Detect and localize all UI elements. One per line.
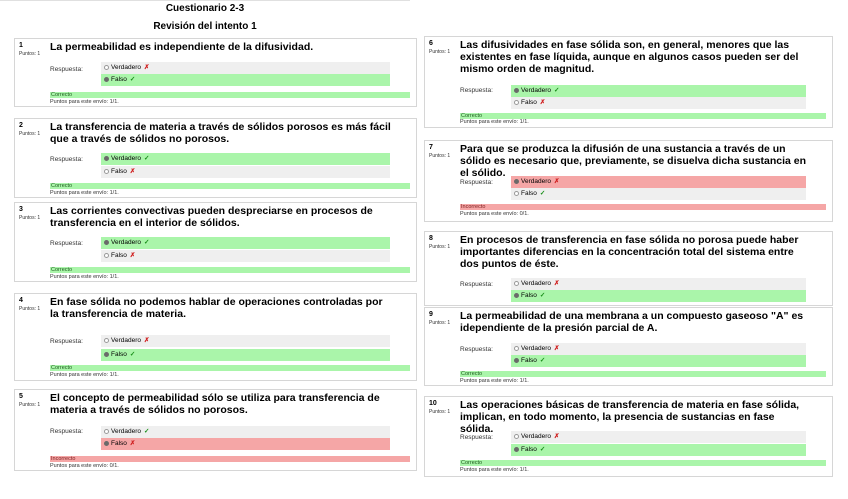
question-text: El concepto de permeabilidad sólo se utiliza para transferencia de materia a través de sólidos no porosos. (50, 392, 380, 416)
option-label: Verdadero (521, 87, 551, 94)
radio-icon[interactable] (104, 240, 109, 245)
option-verdadero[interactable] (511, 176, 806, 188)
question-text: Las difusividades en fase sólida son, en general, menores que las existentes en fase líquida, aunque en algunos casos pueden ser del mismo orden de magnitud. (460, 39, 799, 75)
question-text: Las corrientes convectivas pueden despreciarse en procesos de transferencia en el interior de sólidos. (50, 205, 373, 229)
radio-icon[interactable] (104, 338, 109, 343)
option-falso[interactable] (101, 166, 390, 178)
question-points: Puntos: 1 (429, 409, 451, 415)
cross-icon: ✗ (554, 345, 560, 352)
question-number: 1 (19, 42, 23, 49)
option-verdadero[interactable] (101, 426, 390, 438)
check-icon: ✓ (144, 155, 150, 162)
question-text: En procesos de transferencia en fase sólida no porosa puede haber importantes diferencias en la concentración total del sistema entre dos puntos de éste. (460, 234, 799, 270)
question-points: Puntos: 1 (429, 49, 451, 55)
question-number: 4 (19, 297, 23, 304)
radio-icon[interactable] (514, 179, 519, 184)
feedback-bar: Correcto (460, 371, 826, 377)
question-number: 8 (429, 235, 433, 242)
question-card (14, 389, 417, 471)
option-falso[interactable] (511, 188, 806, 200)
option-verdadero[interactable] (511, 278, 806, 290)
check-icon: ✓ (144, 428, 150, 435)
option-falso[interactable] (511, 355, 806, 367)
check-icon: ✓ (539, 292, 546, 299)
option-label: Falso (111, 351, 127, 358)
question-card (14, 202, 417, 282)
radio-icon[interactable] (104, 429, 109, 434)
question-points: Puntos: 1 (19, 51, 41, 57)
check-icon: ✓ (144, 239, 150, 246)
radio-icon[interactable] (104, 169, 109, 174)
radio-icon[interactable] (514, 88, 519, 93)
option-label: Verdadero (111, 155, 141, 162)
option-label: Falso (521, 190, 537, 197)
question-number: 3 (19, 206, 23, 213)
page-title: Cuestionario 2-3 (165, 3, 245, 14)
question-text: Para que se produzca la difusión de una sustancia a través de un sólido es necesario que, previamente, se disuelva dicha sustancia en el sólido. (460, 143, 807, 179)
radio-icon[interactable] (104, 253, 109, 258)
answer-label: Respuesta: (50, 156, 83, 163)
score-text: Puntos para este envío: 0/1. (460, 211, 529, 217)
option-label: Verdadero (521, 345, 551, 352)
answer-label: Respuesta: (460, 346, 493, 353)
radio-icon[interactable] (514, 346, 519, 351)
question-card (424, 396, 833, 477)
feedback-bar: Correcto (50, 267, 410, 273)
answer-label: Respuesta: (50, 428, 83, 435)
cross-icon: ✗ (129, 252, 136, 259)
cross-icon: ✗ (129, 168, 136, 175)
feedback-bar: Correcto (460, 113, 826, 119)
feedback-bar: Correcto (50, 365, 410, 371)
question-text: Las operaciones básicas de transferencia de materia en fase sólida, implican, en todo momento, la presencia de sustancias en fase sólida. (460, 399, 800, 435)
radio-icon[interactable] (104, 77, 109, 82)
question-card (424, 36, 833, 128)
check-icon: ✓ (539, 190, 546, 197)
option-label: Falso (111, 252, 127, 259)
option-label: Falso (111, 76, 127, 83)
option-falso[interactable] (101, 74, 390, 86)
check-icon: ✓ (539, 357, 546, 364)
check-icon: ✓ (539, 446, 546, 453)
option-verdadero[interactable] (101, 153, 390, 165)
cross-icon: ✗ (144, 337, 150, 344)
answer-label: Respuesta: (460, 87, 493, 94)
feedback-bar: Incorrecto (50, 456, 410, 462)
page-subtitle: Revisión del intento 1 (153, 21, 257, 32)
radio-icon[interactable] (514, 447, 519, 452)
question-points: Puntos: 1 (19, 306, 41, 312)
answer-label: Respuesta: (460, 434, 493, 441)
option-falso[interactable] (511, 97, 806, 109)
option-falso[interactable] (511, 290, 806, 302)
question-card (14, 118, 417, 198)
radio-icon[interactable] (514, 358, 519, 363)
option-label: Falso (111, 168, 127, 175)
feedback-bar: Correcto (50, 92, 410, 98)
question-card (424, 307, 833, 386)
question-number: 9 (429, 311, 433, 318)
option-falso[interactable] (101, 250, 390, 262)
radio-icon[interactable] (514, 293, 519, 298)
question-points: Puntos: 1 (19, 215, 41, 221)
option-label: Verdadero (521, 280, 551, 287)
option-verdadero[interactable] (511, 431, 806, 443)
option-falso[interactable] (511, 444, 806, 456)
feedback-bar: Correcto (460, 460, 826, 466)
question-number: 6 (429, 40, 433, 47)
divider (0, 0, 410, 1)
score-text: Puntos para este envío: 0/1. (50, 463, 119, 469)
cross-icon: ✗ (554, 280, 560, 287)
option-label: Falso (111, 440, 127, 447)
radio-icon[interactable] (514, 100, 519, 105)
question-points: Puntos: 1 (19, 131, 41, 137)
radio-icon[interactable] (514, 434, 519, 439)
score-text: Puntos para este envío: 1/1. (50, 372, 119, 378)
option-label: Falso (521, 446, 537, 453)
option-verdadero[interactable] (101, 62, 390, 74)
radio-icon[interactable] (514, 281, 519, 286)
cross-icon: ✗ (129, 440, 136, 447)
score-text: Puntos para este envío: 1/1. (460, 119, 529, 125)
option-falso[interactable] (101, 438, 390, 450)
cross-icon: ✗ (554, 178, 560, 185)
option-verdadero[interactable] (101, 335, 390, 347)
score-text: Puntos para este envío: 1/1. (50, 99, 119, 105)
cross-icon: ✗ (539, 99, 546, 106)
check-icon: ✓ (554, 87, 560, 94)
option-label: Falso (521, 99, 537, 106)
question-points: Puntos: 1 (429, 320, 451, 326)
radio-icon[interactable] (104, 352, 109, 357)
option-label: Falso (521, 357, 537, 364)
option-label: Verdadero (111, 428, 141, 435)
score-text: Puntos para este envío: 1/1. (50, 190, 119, 196)
option-label: Verdadero (111, 337, 141, 344)
feedback-bar: Correcto (50, 183, 410, 189)
option-label: Verdadero (521, 433, 551, 440)
answer-label: Respuesta: (50, 338, 83, 345)
radio-icon[interactable] (514, 191, 519, 196)
score-text: Puntos para este envío: 1/1. (460, 378, 529, 384)
cross-icon: ✗ (554, 433, 560, 440)
check-icon: ✓ (129, 76, 136, 83)
option-label: Falso (521, 292, 537, 299)
answer-label: Respuesta: (460, 281, 493, 288)
option-verdadero[interactable] (101, 237, 390, 249)
answer-label: Respuesta: (50, 66, 83, 73)
radio-icon[interactable] (104, 156, 109, 161)
option-label: Verdadero (521, 178, 551, 185)
question-points: Puntos: 1 (429, 153, 451, 159)
question-text: La permeabilidad de una membrana a un compuesto gaseoso "A" es idependiente de la presión parcial de A. (460, 310, 804, 334)
question-card (14, 38, 417, 107)
question-number: 5 (19, 393, 23, 400)
score-text: Puntos para este envío: 1/1. (50, 274, 119, 280)
radio-icon[interactable] (104, 65, 109, 70)
question-text: La permeabilidad es independiente de la difusividad. (50, 41, 314, 53)
cross-icon: ✗ (144, 64, 150, 71)
question-text: En fase sólida no podemos hablar de operaciones controladas por la transferencia de materia. (50, 296, 383, 320)
radio-icon[interactable] (104, 441, 109, 446)
feedback-bar: Incorrecto (460, 204, 826, 210)
question-points: Puntos: 1 (19, 402, 41, 408)
score-text: Puntos para este envío: 1/1. (460, 467, 529, 473)
question-text: La transferencia de materia a través de sólidos porosos es más fácil que a través de sólidos no porosos. (50, 121, 391, 145)
question-card (424, 231, 833, 306)
page-header (0, 0, 410, 36)
question-number: 10 (429, 400, 437, 407)
question-card (424, 140, 833, 222)
question-number: 7 (429, 144, 433, 151)
option-verdadero[interactable] (511, 343, 806, 355)
option-label: Verdadero (111, 239, 141, 246)
option-label: Verdadero (111, 64, 141, 71)
question-card (14, 293, 417, 381)
answer-label: Respuesta: (460, 179, 493, 186)
answer-label: Respuesta: (50, 240, 83, 247)
check-icon: ✓ (129, 351, 136, 358)
option-verdadero[interactable] (511, 85, 806, 97)
question-points: Puntos: 1 (429, 244, 451, 250)
option-falso[interactable] (101, 349, 390, 361)
question-number: 2 (19, 122, 23, 129)
